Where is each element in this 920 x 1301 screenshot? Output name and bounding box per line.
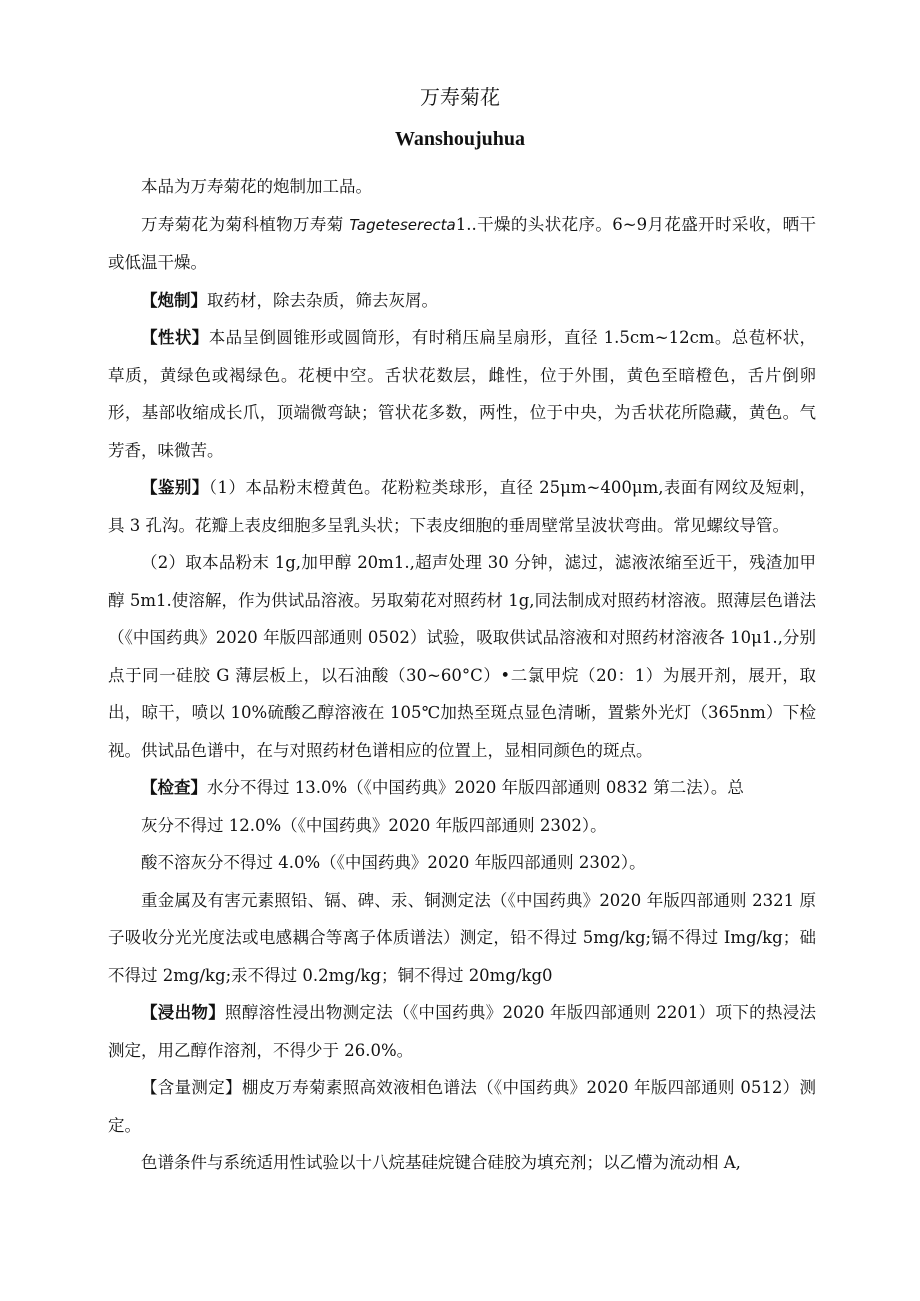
identification-heading: 【鉴别】 [141, 478, 209, 497]
document-pinyin-title: Wanshoujuhua [394, 128, 526, 150]
source-paragraph [108, 206, 816, 282]
intro-paragraph: 本品为万寿菊花的炮制加工品。 [141, 177, 372, 196]
processing-paragraph [108, 282, 816, 320]
source-text-pre: 万寿菊花为菊科植物万寿菊 [141, 214, 350, 234]
inspection-text-1: 水分不得过 13.0%（《中国药典》2020 年版四部通则 0832 第二法）。总 [207, 778, 744, 797]
extract-text: 照醇溶性浸出物测定法（《中国药典》2020 年版四部通则 2201）项下的热浸法测定，用乙醇作溶剂，不得少于 26.0%。 [108, 1003, 816, 1060]
inspection-paragraph-2: 灰分不得过 12.0%（《中国药典》2020 年版四部通则 2302）。 [141, 815, 607, 835]
extract-paragraph [108, 994, 816, 1069]
chromatography-paragraph: 色谱条件与系统适用性试验以十八烷基硅烷键合硅胶为填充剂；以乙懵为流动相 A, [141, 1153, 741, 1172]
description-paragraph [108, 319, 816, 469]
document-body [108, 168, 816, 1182]
processing-text: 取药材，除去杂质，筛去灰屑。 [207, 290, 438, 310]
description-heading: 【性状】 [141, 328, 209, 347]
inspection-paragraph-3: 酸不溶灰分不得过 4.0%（《中国药典》2020 年版四部通则 2302）。 [141, 853, 646, 872]
identification-text-1: （1）本品粉末橙黄色。花粉粒类球形，直径 25μm~400μm,表面有网纹及短刺，具 3 孔沟。花瓣上表皮细胞多呈乳头状；下表皮细胞的垂周壁常呈波状弯曲。常见螺纹导管。 [108, 478, 817, 535]
identification-paragraph-1 [108, 469, 816, 544]
identification-paragraph-2: （2）取本品粉末 1g,加甲醇 20m1.,超声处理 30 分钟，滤过，滤液浓缩至近干，残渣加甲醇 5m1.使溶解，作为供试品溶液。另取菊花对照药材 1g,同法制成对照药材溶液。照薄层色谱法（《中国药典》2020 年版四部通则 0502）试验，吸取供试品溶液和对照药材溶液各 10μ1.,分别点于同一硅胶 G 薄层板上，以石油酸（30~60°C）•二氯甲烷（20：1）为展开剂，展开，取出，晾干，喷以 10%硫酸乙醇溶液在 105℃加热至斑点显色清晰，置紫外光灯（365nm）下检视。供试品色谱中，在与对照药材色谱相应的位置上，显相同颜色的斑点。 [108, 553, 816, 760]
description-text: 本品呈倒圆锥形或圆筒形，有时稍压扁呈扇形，直径 1.5cm~12cm。总苞杯状，草质，黄绿色或褐绿色。花梗中空。舌状花数层，雌性，位于外围，黄色至暗橙色，舌片倒卵形，基部收缩成长爪，顶端微弯缺；管状花多数，两性，位于中央，为舌状花所隐藏，黄色。气芳香，味微苦。 [108, 328, 816, 460]
processing-heading: 【炮制】 [141, 290, 207, 310]
document-title: 万寿菊花 [420, 85, 500, 109]
inspection-heading: 【检查】 [141, 778, 207, 797]
heavy-metals-paragraph: 重金属及有害元素照铅、镉、碑、汞、铜测定法（《中国药典》2020 年版四部通则 2321 原子吸收分光光度法或电感耦合等离子体质谱法）测定，铅不得过 5mg∕kg;镉不得过 Img/kg；础不得过 2mg∕kg;汞不得过 0.2mg/kg；铜不得过 20mg∕kg0 [108, 890, 816, 985]
extract-heading: 【浸出物】 [141, 1003, 226, 1022]
source-text-post: 1..干燥的头状花序。6~9月花盛开时采收，晒干或低温干燥。 [108, 214, 816, 272]
assay-text: 棚皮万寿菊素照高效液相色谱法（《中国药典》2020 年版四部通则 0512）测定。 [108, 1078, 816, 1135]
assay-paragraph [108, 1069, 816, 1144]
assay-heading: 【含量测定】 [141, 1078, 242, 1097]
inspection-paragraph-1 [108, 769, 816, 807]
latin-name: Tageteserecta [349, 215, 456, 234]
